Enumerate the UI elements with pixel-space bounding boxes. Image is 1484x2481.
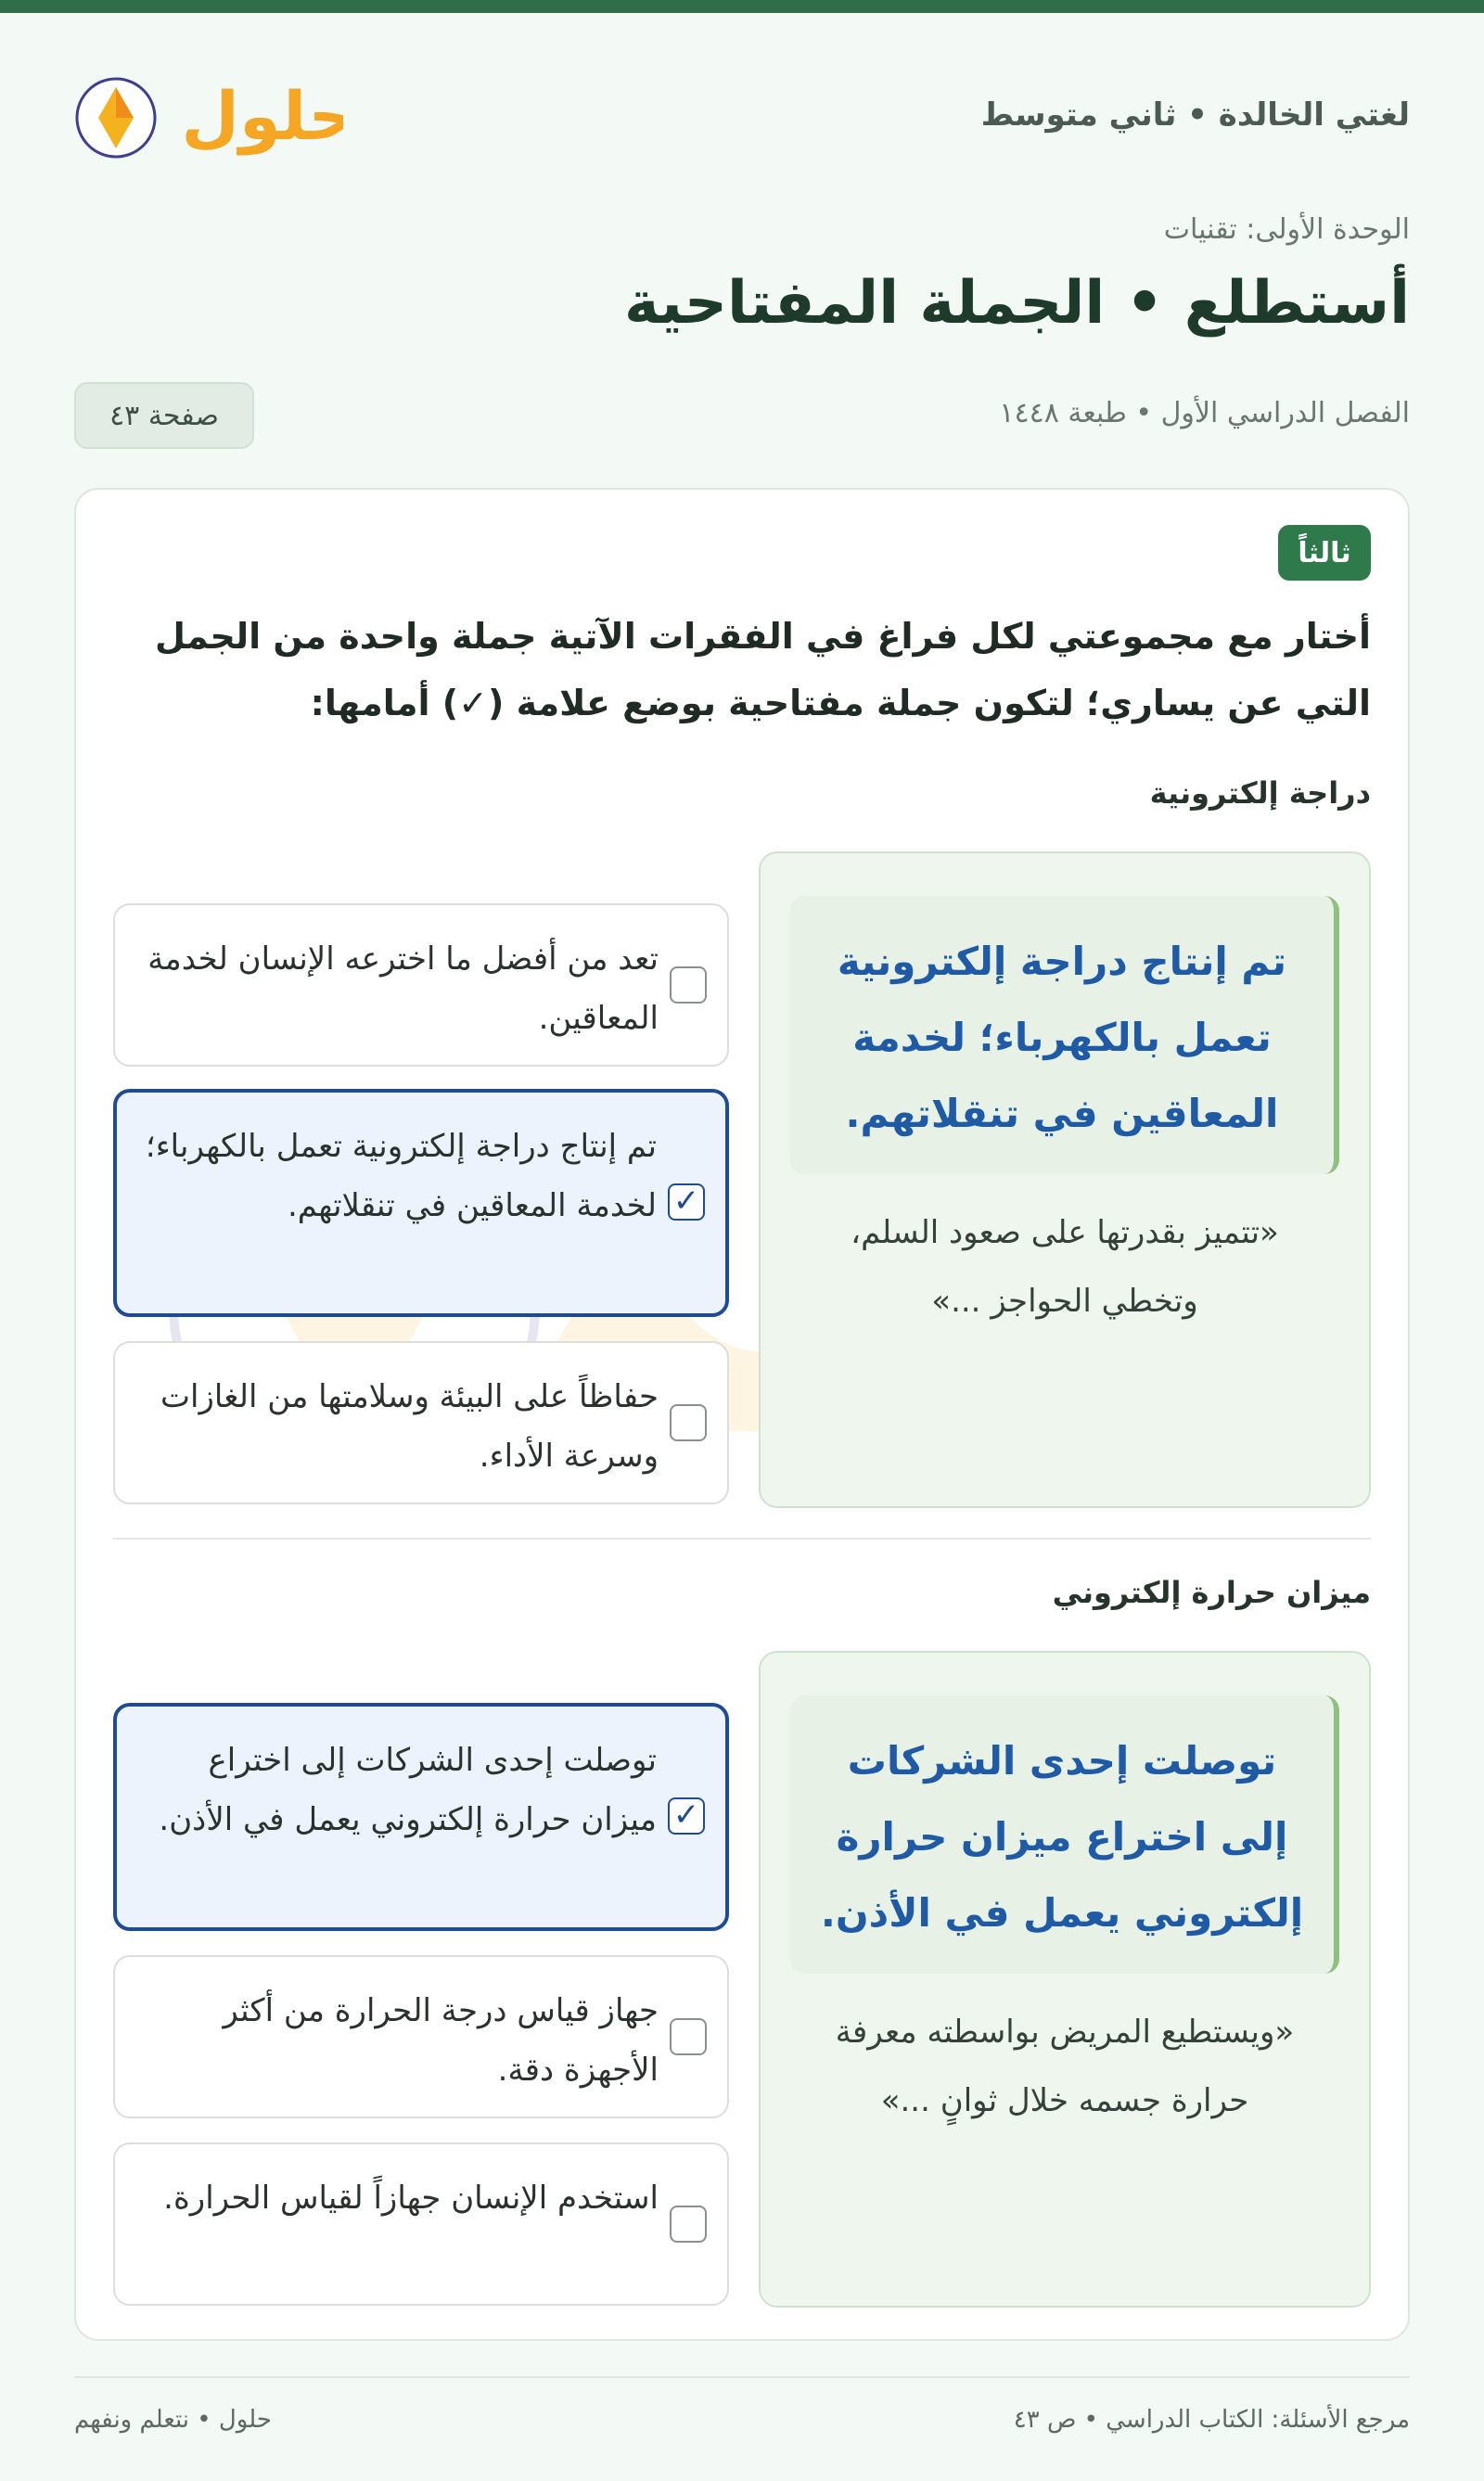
option-checkbox[interactable] xyxy=(670,1404,707,1441)
book-title: لغتي الخالدة • ثاني متوسط xyxy=(980,96,1410,134)
item-heading: ميزان حرارة إلكتروني xyxy=(1052,1575,1371,1610)
option-checkbox[interactable] xyxy=(670,2018,707,2055)
option-checkbox[interactable] xyxy=(670,2206,707,2243)
option-card-selected[interactable] xyxy=(113,1703,729,1931)
option-card[interactable] xyxy=(113,1955,729,2118)
item-heading: دراجة إلكترونية xyxy=(1149,775,1371,811)
key-sentence: توصلت إحدى الشركات إلى اختراع ميزان حرارة إلكتروني يعمل في الأذن. xyxy=(790,1695,1339,1974)
paragraph-quote: «ويستطيع المريض بواسطته معرفة حرارة جسمه خلال ثوانٍ ...» xyxy=(835,2014,1295,2119)
option-card[interactable] xyxy=(113,903,729,1067)
unit-label: الوحدة الأولى: تقنيات xyxy=(1163,213,1410,246)
option-text: تعد من أفضل ما اخترعه الإنسان لخدمة المعاقين. xyxy=(147,940,659,1037)
footer-divider xyxy=(74,2376,1410,2378)
option-checkbox-checked[interactable]: ✓ xyxy=(668,1183,705,1221)
option-text: استخدم الإنسان جهازاً لقياس الحرارة. xyxy=(163,2180,659,2217)
option-text: تم إنتاج دراجة إلكترونية تعمل بالكهرباء؛ لخدمة المعاقين في تنقلاتهم. xyxy=(145,1128,657,1224)
option-checkbox[interactable] xyxy=(670,966,707,1004)
option-text: توصلت إحدى الشركات إلى اختراع ميزان حرارة إلكتروني يعمل في الأذن. xyxy=(159,1742,657,1838)
footer-tagline: حلول • نتعلم ونفهم xyxy=(74,2406,272,2434)
paragraph-box xyxy=(759,1651,1371,2308)
option-text: حفاظاً على البيئة وسلامتها من الغازات وسرعة الأداء. xyxy=(160,1378,659,1475)
paragraph-quote: «تتميز بقدرتها على صعود السلم، وتخطي الحواجز ...» xyxy=(851,1214,1279,1320)
logo-wordmark: حلول xyxy=(181,77,343,155)
option-checkbox-checked[interactable]: ✓ xyxy=(668,1797,705,1835)
hulul-logo[interactable] xyxy=(74,67,343,169)
item-divider xyxy=(113,1538,1371,1540)
exercise-card xyxy=(74,488,1410,2341)
option-card[interactable] xyxy=(113,1341,729,1504)
section-badge: ثالثاً xyxy=(1278,525,1371,581)
term-label: الفصل الدراسي الأول • طبعة ١٤٤٨ xyxy=(999,397,1410,429)
option-text: جهاز قياس درجة الحرارة من أكثر الأجهزة دقة. xyxy=(223,1992,659,2089)
page-title: أستطلع • الجملة المفتاحية xyxy=(623,269,1410,338)
page-header xyxy=(74,67,1410,169)
footer-reference: مرجع الأسئلة: الكتاب الدراسي • ص ٤٣ xyxy=(1013,2406,1410,2434)
paragraph-box xyxy=(759,851,1371,1508)
option-card-selected[interactable] xyxy=(113,1089,729,1317)
key-sentence: تم إنتاج دراجة إلكترونية تعمل بالكهرباء؛ لخدمة المعاقين في تنقلاتهم. xyxy=(790,896,1339,1174)
exercise-instructions: أختار مع مجموعتي لكل فراغ في الفقرات الآتية جملة واحدة من الجمل التي عن يساري؛ لتكون جملة مفتاحية بوضع علامة (✓) أمامها: xyxy=(155,616,1371,723)
page-number-badge: صفحة ٤٣ xyxy=(74,382,254,449)
top-accent-bar xyxy=(0,0,1484,13)
option-card[interactable] xyxy=(113,2142,729,2306)
logo-icon xyxy=(74,67,343,169)
